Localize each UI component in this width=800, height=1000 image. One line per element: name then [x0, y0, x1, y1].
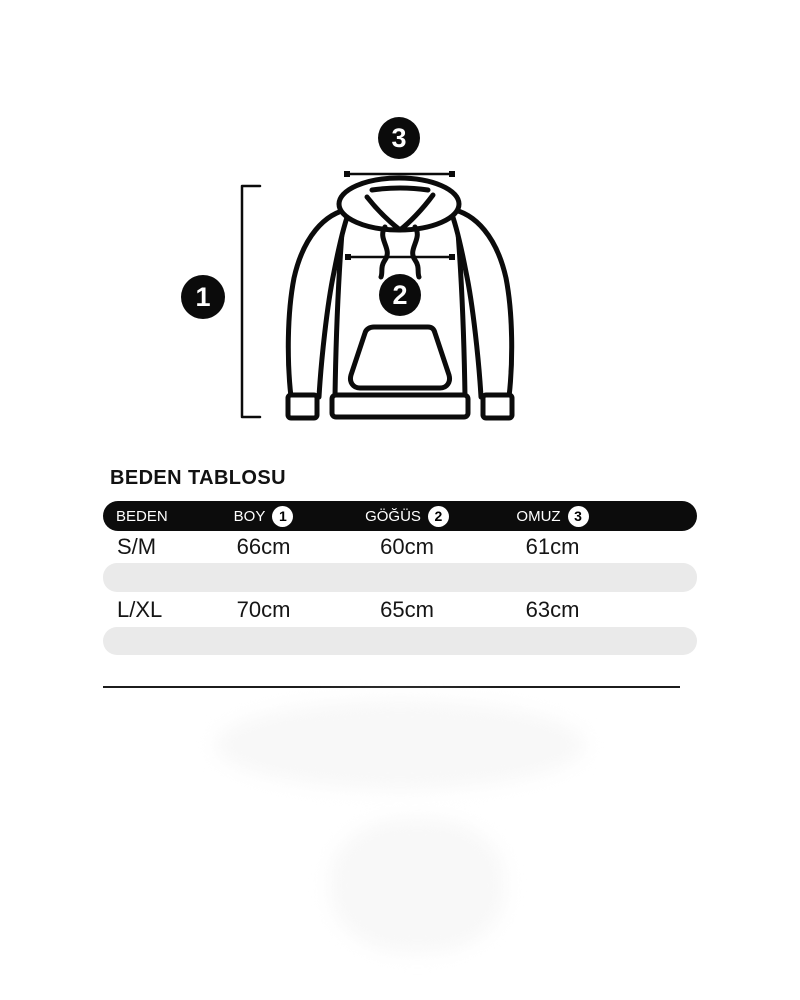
header-boy-label: BOY: [233, 507, 266, 525]
size-table-title: BEDEN TABLOSU: [110, 467, 286, 489]
hoodie-right-cuff: [483, 395, 512, 418]
badge-3-icon: 3: [568, 506, 589, 527]
size-table: [103, 501, 697, 655]
hoodie-diagram: [0, 0, 800, 460]
header-omuz-label: OMUZ: [516, 507, 561, 525]
header-beden: BEDEN: [116, 507, 168, 525]
measure-bracket-length: [242, 186, 260, 417]
divider-line: [103, 686, 680, 688]
badge-2-icon: 2: [428, 506, 449, 527]
watermark-ghost: [330, 818, 505, 953]
omuz-value: 61cm: [525, 534, 580, 559]
hood-back-line: [372, 188, 428, 190]
size-label: S/M: [117, 534, 157, 559]
table-row-sm: [103, 531, 697, 563]
boy-value: 70cm: [236, 596, 291, 622]
header-gogus-label: GÖĞÜS: [365, 507, 421, 525]
hoodie-hem-band: [332, 395, 468, 417]
marker-length: 1: [181, 275, 225, 319]
watermark-ghost: [215, 700, 585, 790]
marker-chest: 2: [379, 274, 421, 316]
omuz-value: 63cm: [525, 596, 580, 622]
hoodie-pocket: [350, 327, 449, 388]
header-omuz: [516, 506, 588, 527]
gogus-value: 60cm: [380, 534, 434, 559]
table-row-lxl: [103, 592, 697, 627]
boy-value: 66cm: [236, 534, 291, 559]
header-gogus: [365, 506, 449, 527]
hoodie-left-cuff: [288, 395, 317, 418]
gogus-value: 65cm: [380, 596, 434, 622]
size-table-header: [103, 501, 697, 531]
size-label: L/XL: [117, 596, 163, 622]
marker-shoulder: 3: [378, 117, 420, 159]
table-stripe: [103, 563, 697, 592]
table-stripe: [103, 627, 697, 655]
badge-1-icon: 1: [272, 506, 293, 527]
header-boy: [234, 506, 294, 527]
